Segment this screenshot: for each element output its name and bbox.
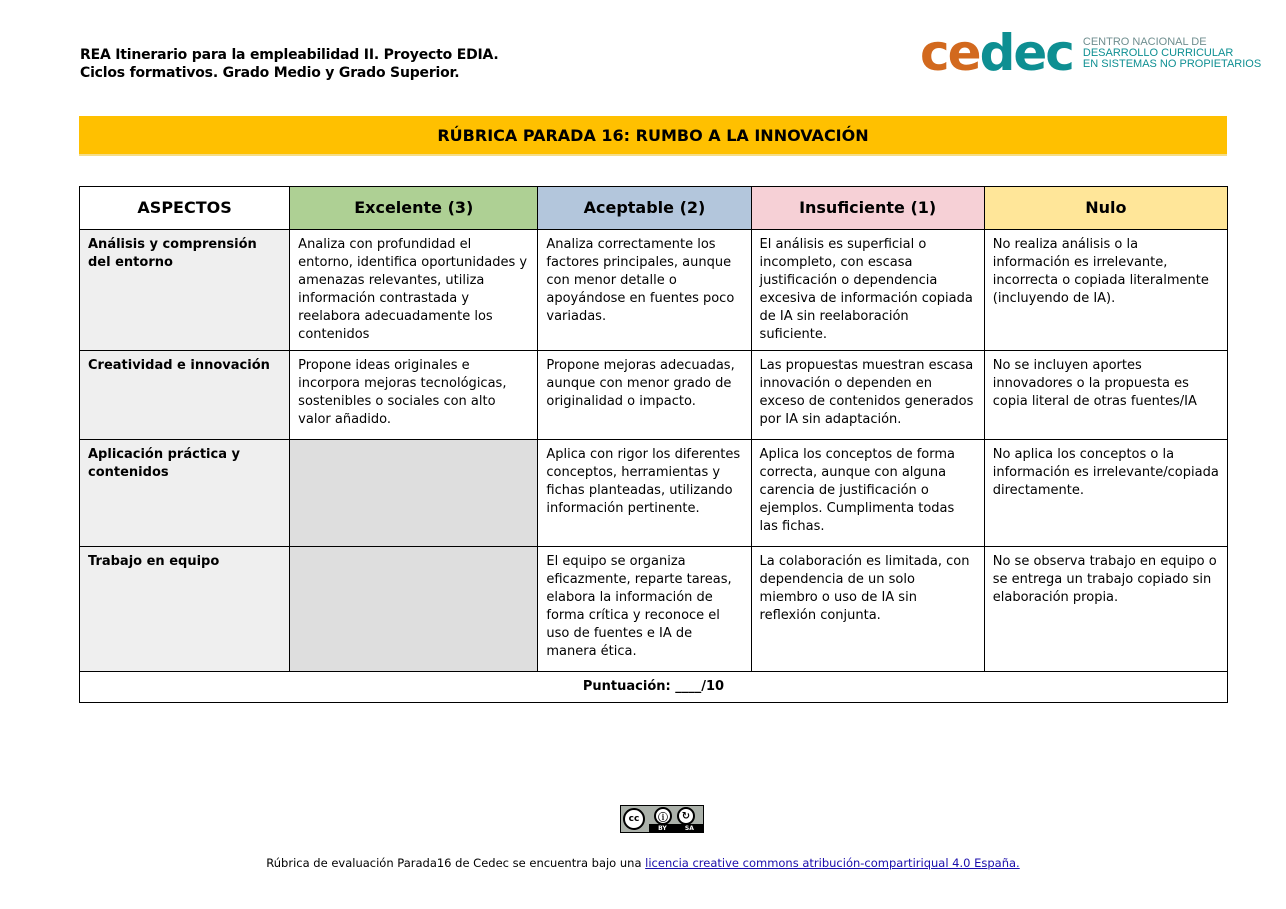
table-row xyxy=(80,230,1228,351)
table-row xyxy=(80,440,1228,547)
badge-by-label: BY xyxy=(658,824,667,832)
table-row xyxy=(80,547,1228,672)
logo-wordmark xyxy=(920,24,1073,82)
cc-icon: cc xyxy=(623,808,645,830)
header-excelente: Excelente (3) xyxy=(290,187,538,230)
logo-sub-line2: DESARROLLO CURRICULAR xyxy=(1082,46,1234,59)
excelente-cell: Analiza con profundidad el entorno, identifica oportunidades y amenazas relevantes, utiliza información contrastada y reelabora adecuadamente los contenidos xyxy=(290,230,538,351)
cedec-logo xyxy=(920,24,1262,82)
header-nulo: Nulo xyxy=(984,187,1227,230)
license-text: Rúbrica de evaluación Parada16 de Cedec se encuentra bajo una xyxy=(266,856,646,870)
header-aceptable: Aceptable (2) xyxy=(538,187,751,230)
header-line-1: REA Itinerario para la empleabilidad II. Proyecto EDIA. xyxy=(80,47,499,63)
aspect-cell: Trabajo en equipo xyxy=(80,547,290,672)
badge-strip xyxy=(649,824,703,832)
logo-word-part2: dec xyxy=(979,24,1073,82)
insuficiente-cell: El análisis es superficial o incompleto, con escasa justificación o dependencia excesiva de información copiada de IA sin reelaboración suficiente. xyxy=(751,230,984,351)
document-header xyxy=(80,46,499,82)
insuficiente-cell: La colaboración es limitada, con dependencia de un solo miembro o uso de IA sin reflexión conjunta. xyxy=(751,547,984,672)
rubric-title: RÚBRICA PARADA 16: RUMBO A LA INNOVACIÓN xyxy=(79,116,1227,156)
aceptable-cell: Analiza correctamente los factores principales, aunque con menor detalle o apoyándose en fuentes poco variadas. xyxy=(538,230,751,351)
aceptable-cell: Propone mejoras adecuadas, aunque con menor grado de originalidad o impacto. xyxy=(538,351,751,440)
aspect-cell: Aplicación práctica y contenidos xyxy=(80,440,290,547)
cc-by-sa-badge xyxy=(620,805,704,833)
aspect-cell: Creatividad e innovación xyxy=(80,351,290,440)
header-aspectos: ASPECTOS xyxy=(80,187,290,230)
badge-sa-label: SA xyxy=(684,824,694,832)
insuficiente-cell: Las propuestas muestran escasa innovación o dependen en exceso de contenidos generados por IA sin adaptación. xyxy=(751,351,984,440)
header-line-2: Ciclos formativos. Grado Medio y Grado Superior. xyxy=(80,65,460,81)
score-cell: Puntuación: ____/10 xyxy=(80,672,1228,703)
table-row xyxy=(80,351,1228,440)
header-row xyxy=(80,187,1228,230)
attribution-icon: ⓘ xyxy=(654,807,672,825)
insuficiente-cell: Aplica los conceptos de forma correcta, aunque con alguna carencia de justificación o ejemplos. Cumplimenta todas las fichas. xyxy=(751,440,984,547)
rubric-table xyxy=(79,186,1228,703)
nulo-cell: No aplica los conceptos o la información es irrelevante/copiada directamente. xyxy=(984,440,1227,547)
nulo-cell: No realiza análisis o la información es irrelevante, incorrecta o copiada literalmente (incluyendo de IA). xyxy=(984,230,1227,351)
license-footer xyxy=(0,856,1286,870)
excelente-cell-empty xyxy=(290,547,538,672)
logo-sub-line3: EN SISTEMAS NO PROPIETARIOS xyxy=(1082,57,1262,70)
aceptable-cell: Aplica con rigor los diferentes conceptos, herramientas y fichas planteadas, utilizando información pertinente. xyxy=(538,440,751,547)
excelente-cell: Propone ideas originales e incorpora mejoras tecnológicas, sostenibles o sociales con alto valor añadido. xyxy=(290,351,538,440)
header-insuficiente: Insuficiente (1) xyxy=(751,187,984,230)
nulo-cell: No se incluyen aportes innovadores o la propuesta es copia literal de otras fuentes/IA xyxy=(984,351,1227,440)
logo-subtitle xyxy=(1083,37,1261,70)
share-alike-icon: ↻ xyxy=(677,807,695,825)
aspect-cell: Análisis y comprensión del entorno xyxy=(80,230,290,351)
logo-word-part1: ce xyxy=(920,24,980,82)
score-row xyxy=(80,672,1228,703)
license-link[interactable]: licencia creative commons atribución-compartiriqual 4.0 España. xyxy=(645,856,1020,870)
nulo-cell: No se observa trabajo en equipo o se entrega un trabajo copiado sin elaboración propia. xyxy=(984,547,1227,672)
logo-sub-line1: CENTRO NACIONAL DE xyxy=(1082,35,1207,48)
aceptable-cell: El equipo se organiza eficazmente, reparte tareas, elabora la información de forma crítica y reconoce el uso de fuentes e IA de manera ética. xyxy=(538,547,751,672)
excelente-cell-empty xyxy=(290,440,538,547)
